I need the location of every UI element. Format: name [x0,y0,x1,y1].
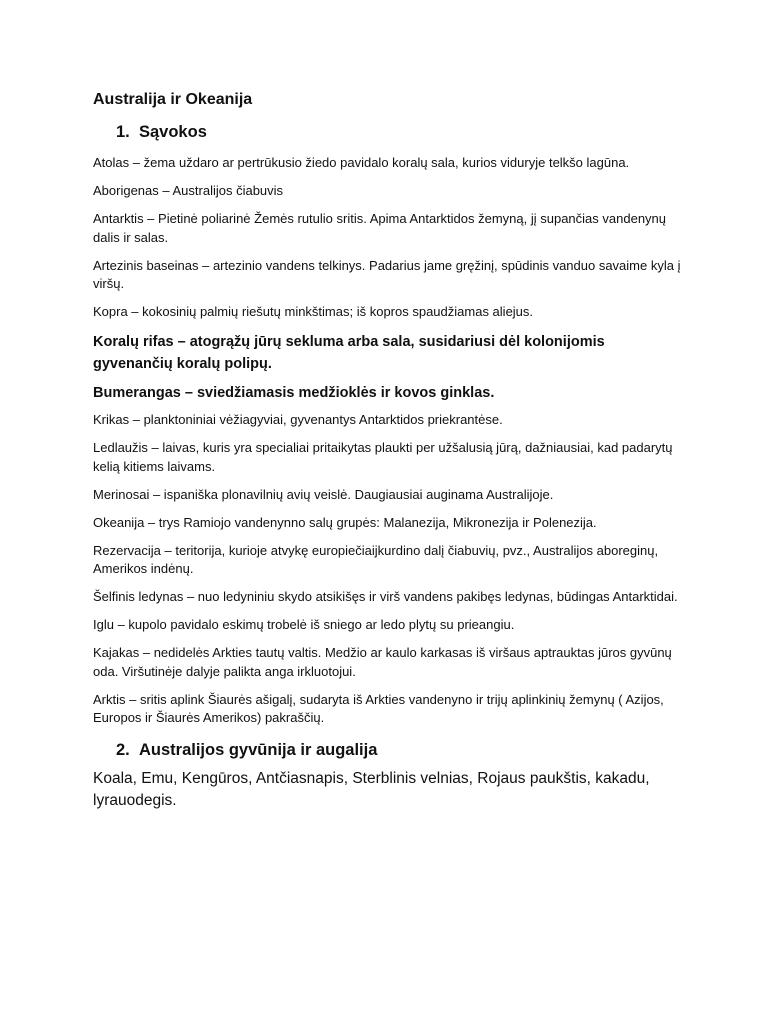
term-paragraph: Atolas – žema uždaro ar pertrūkusio žiedo pavidalo koralų sala, kurios viduryje telkšo lagūna. [93,155,630,170]
section-heading-concepts [93,120,683,144]
fauna-flora-list: Koala, Emu, Kengūros, Antčiasnapis, Sterblinis velnias, Rojaus paukštis, kakadu, lyrauodegis. [93,769,650,809]
term-paragraph: Šelfinis ledynas – nuo ledyniniu skydo atsikišęs ir virš vandens pakibęs ledynas, būdingas Antarktidai. [93,589,678,604]
document-content [93,88,683,812]
term-paragraph: Krikas – planktoniniai vėžiagyviai, gyvenantys Antarktidos priekrantėse. [93,412,503,427]
term-paragraph: Kajakas – nedidelės Arkties tautų valtis. Medžio ar kaulo karkasas iš viršaus aptrauktas jūros gyvūnų oda. Viršutinėje dalyje palikta anga irkluotojui. [93,645,672,679]
term-paragraph: Ledlaužis – laivas, kuris yra specialiai pritaikytas plaukti per užšalusią jūrą, dažniausiai, kad padarytų kelią kitiems laivams. [93,440,673,474]
term-paragraph: Aborigenas – Australijos čiabuvis [93,183,284,198]
document-title: Australija ir Okeanija [93,91,253,108]
term-paragraph-bold: Koralų rifas – atogrąžų jūrų sekluma arba sala, susidariusi dėl kolonijomis gyvenančių koralų polipų. [93,334,605,372]
term-paragraph: Antarktis – Pietinė poliarinė Žemės rutulio sritis. Apima Antarktidos žemyną, jį supančias vandenynų dalis ir salas. [93,211,667,245]
section-title: Australijos gyvūnija ir augalija [139,740,378,759]
term-paragraph: Arktis – sritis aplink Šiaurės ašigalį, sudaryta iš Arkties vandenyno ir trijų aplinkinių žemynų ( Azijos, Europos ir Šiaurės Amerikos) pakraščių. [93,691,664,725]
section-number: 1. [116,123,130,141]
term-paragraph: Iglu – kupolo pavidalo eskimų trobelė iš sniego ar ledo plytų su prieangiu. [93,617,515,632]
section-title: Sąvokos [139,123,207,141]
section-number: 2. [116,740,130,759]
term-paragraph: Kopra – kokosinių palmių riešutų minkštimas; iš kopros spaudžiamas aliejus. [93,304,534,319]
term-paragraph: Rezervacija – teritorija, kurioje atvykę europiečiaijkurdino dalį čiabuvių, pvz., Australijos aboreginų, Amerikos indėnų. [93,542,659,576]
term-paragraph: Okeanija – trys Ramiojo vandenynno salų grupės: Malanezija, Mikronezija ir Polenezija. [93,514,597,530]
section-heading-fauna-flora [93,738,683,762]
term-paragraph: Artezinis baseinas – artezinio vandens telkinys. Padarius jame gręžinį, spūdinis vanduo savaime kyla į viršų. [93,257,681,291]
term-paragraph-bold: Bumerangas – sviedžiamasis medžioklės ir kovos ginklas. [93,385,495,401]
term-list [93,154,683,728]
term-paragraph: Merinosai – ispaniška plonavilnių avių veislė. Daugiausiai auginama Australijoje. [93,486,554,502]
